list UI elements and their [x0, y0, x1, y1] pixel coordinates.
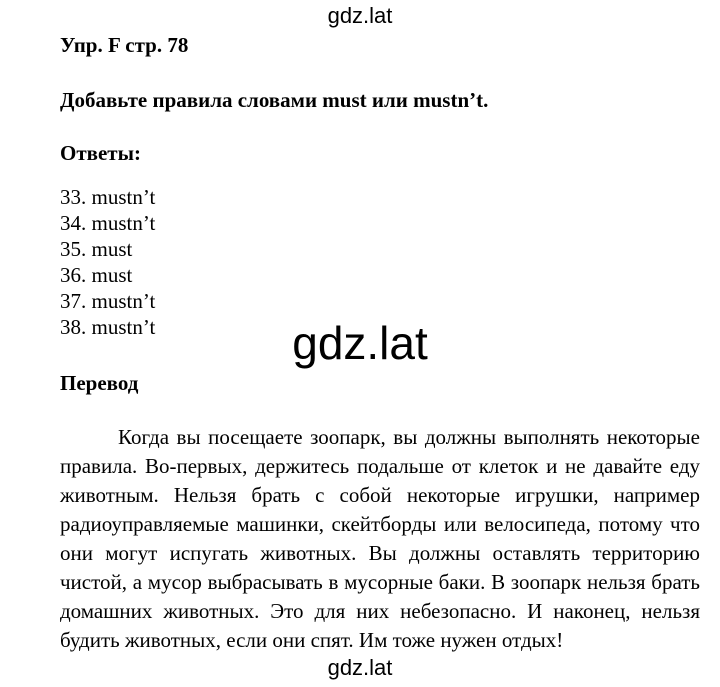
- answer-item-34: 34. mustn’t: [60, 211, 156, 235]
- answer-item-33: 33. mustn’t: [60, 185, 156, 209]
- answer-item-36: 36. must: [60, 263, 133, 287]
- answer-item-38: 38. mustn’t: [60, 315, 156, 339]
- exercise-heading: Упр. F стр. 78: [60, 33, 189, 57]
- watermark-middle: gdz.lat: [292, 317, 428, 369]
- watermark-bottom: gdz.lat: [327, 655, 393, 680]
- answers-heading: Ответы:: [60, 141, 142, 165]
- translation-heading: Перевод: [60, 371, 139, 395]
- task-instruction: Добавьте правила словами must или mustn’t.: [60, 88, 489, 112]
- watermark-top: gdz.lat: [327, 3, 393, 28]
- translation-paragraph: Когда вы посещаете зоопарк, вы должны выполнять некоторые правила. Во-первых, держитесь подальше от клеток и не давайте еду животным. Нельзя брать с собой некоторые игрушки, например радиоуправляемые машинки, скейтборды или велосипеда, потому что они могут испугать животных. Вы должны оставлять территорию чистой, а мусор выбрасывать в мусорные баки. В зоопарк нельзя брать домашних животных. Это для них небезопасно. И наконец, нельзя будить животных, если они спят. Им тоже нужен отдых!: [60, 425, 700, 652]
- answer-item-35: 35. must: [60, 237, 133, 261]
- answer-item-37: 37. mustn’t: [60, 289, 156, 313]
